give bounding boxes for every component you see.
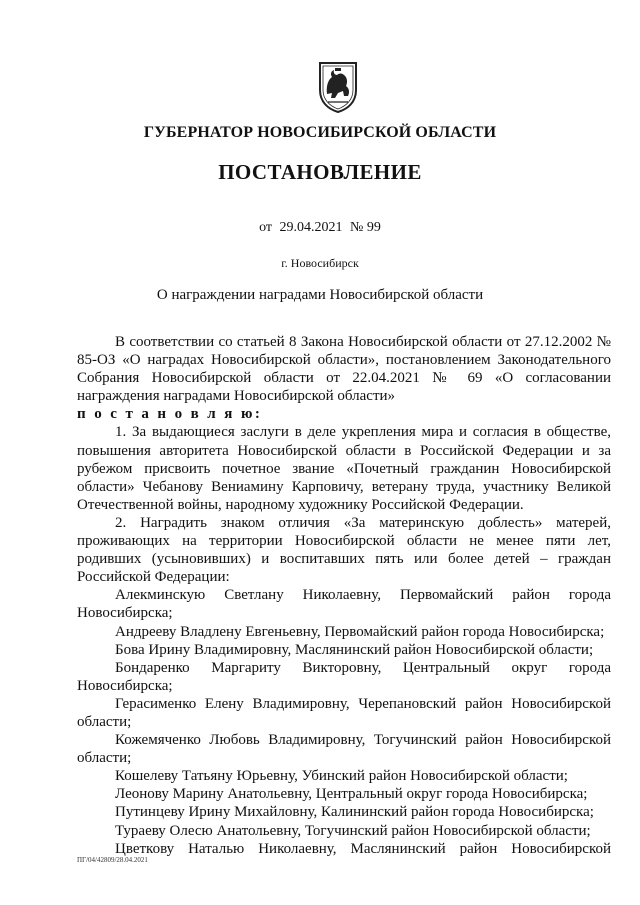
decree-line [77, 405, 611, 423]
city: г. Новосибирск [281, 256, 359, 270]
decree-word: п о с т а н о в л я ю [77, 406, 255, 423]
list-item: Герасименко Елену Владимировну, Черепановский район Новосибирской области; [77, 695, 611, 730]
document-body [77, 333, 611, 858]
preamble: В соответствии со статьей 8 Закона Новосибирской области от 27.12.2002 № 85-ОЗ «О наградах Новосибирской области», постановлением Законодательного Собрания Новосибирской области от 22.04.2021 № 69 «О согласовании награждения наградами Новосибирской области» [77, 334, 611, 405]
list-item: Алекминскую Светлану Николаевну, Первомайский район города Новосибирска; [77, 587, 611, 622]
document-code: ПГ/04/42809/28.04.2021 [77, 856, 148, 864]
document-type: ПОСТАНОВЛЕНИЕ [218, 160, 422, 184]
date-number-line [0, 220, 640, 236]
list-item: Андрееву Владлену Евгеньевну, Первомайский район города Новосибирска; [115, 623, 605, 640]
document-subject: О награждении наградами Новосибирской области [156, 287, 484, 303]
coat-of-arms-icon [316, 60, 360, 114]
decree-colon: : [254, 406, 263, 423]
date-prefix: от [259, 220, 273, 235]
list-item: Тураеву Олесю Анатольевну, Тогучинский район Новосибирской области; [115, 822, 591, 839]
list-item: Кожемяченко Любовь Владимировну, Тогучинский район Новосибирской области; [77, 732, 611, 767]
document-number: № 99 [350, 220, 381, 235]
list-item: Бова Ирину Владимировну, Маслянинский район Новосибирской области; [115, 641, 594, 658]
list-item: Леонову Марину Анатольевну, Центральный округ города Новосибирска; [115, 786, 588, 803]
document-date: 29.04.2021 [279, 220, 343, 235]
list-item: Путинцеву Ирину Михайловну, Калининский район города Новосибирска; [115, 804, 594, 821]
list-item: Кошелеву Татьяну Юрьевну, Убинский район Новосибирской области; [115, 768, 568, 785]
list-item: Бондаренко Маргариту Викторовну, Центральный округ города Новосибирска; [77, 659, 611, 694]
issuer-title: ГУБЕРНАТОР НОВОСИБИРСКОЙ ОБЛАСТИ [143, 124, 497, 141]
item-1: 1. За выдающиеся заслуги в деле укрепления мира и согласия в обществе, повышения авторитета Новосибирской области в Российской Федерации и за рубежом присвоить почетное звание «Почетный гражданин Новосибирской области» Чебанову Вениамину Карповичу, ветерану труда, участнику Великой Отечественной войны, народному художнику Российской Федерации. [77, 424, 611, 513]
list-item: Цветкову Наталью Николаевну, Маслянинский район Новосибирской [115, 840, 611, 857]
item-2: 2. Наградить знаком отличия «За материнскую доблесть» матерей, проживающих на территории Новосибирской области не менее пяти лет, родивших (усыновивших) и воспитавших пять или более детей – граждан Российской Федерации: [77, 514, 611, 586]
